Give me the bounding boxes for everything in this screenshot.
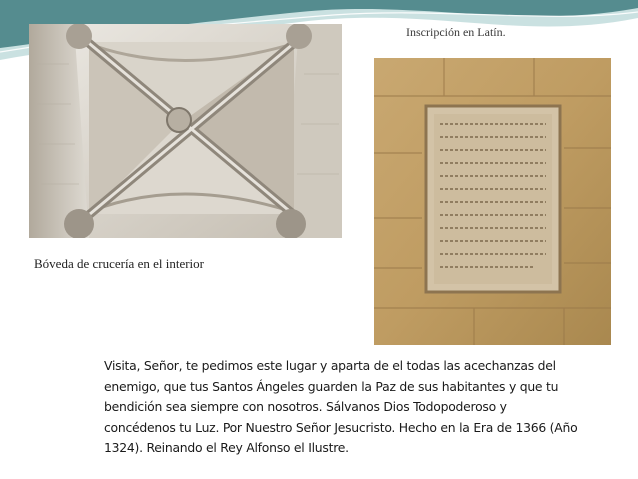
translation-line: 1324). Reinando el Rey Alfonso el Ilustre.: [104, 440, 349, 455]
translation-line: concédenos tu Luz. Por Nuestro Señor Jesucristo. Hecho en la Era de 1366 (Año: [104, 419, 578, 435]
translation-line: bendición sea siempre con nosotros. Sálvanos Dios Todopoderoso y: [104, 399, 507, 414]
translation-text: [104, 356, 619, 459]
vault-caption: Bóveda de crucería en el interior: [34, 256, 204, 271]
inscription-caption: Inscripción en Latín.: [406, 25, 506, 39]
translation-line: Visita, Señor, te pedimos este lugar y aparta de el todas las acechanzas del: [104, 358, 556, 373]
vault-photo: [29, 24, 342, 238]
inscription-photo: [374, 58, 611, 345]
translation-line: enemigo, que tus Santos Ángeles guarden la Paz de sus habitantes y que tu: [104, 378, 559, 394]
